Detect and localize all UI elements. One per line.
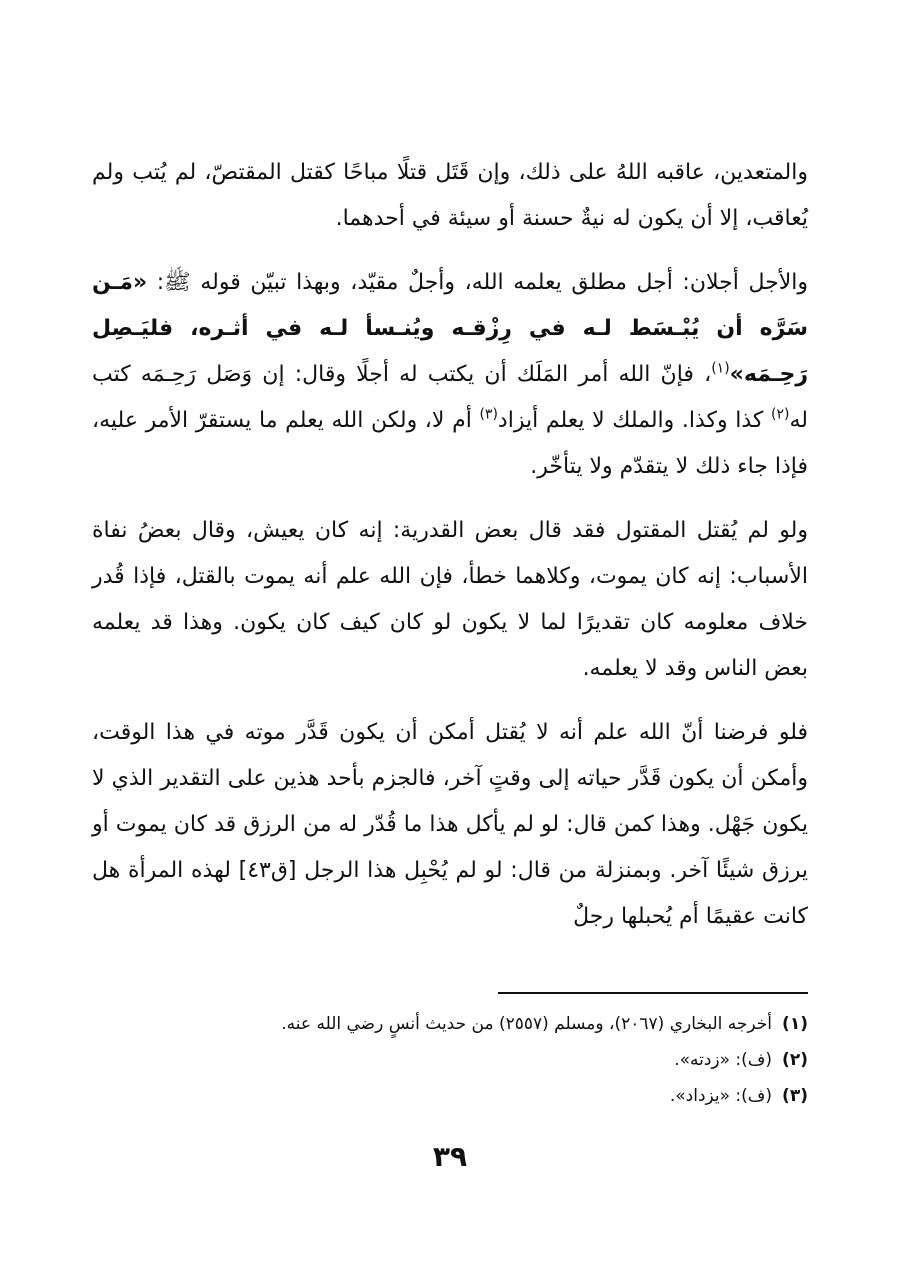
footnotes bbox=[92, 1006, 808, 1114]
paragraph-2-text-d: أم لا، ولكن الله يعلم ما يستقرّ الأمر عليه، فإذا جاء ذلك لا يتقدّم ولا يتأخّر. bbox=[92, 408, 808, 479]
paragraph-2 bbox=[92, 260, 808, 490]
paragraph-2-text-c: كذا وكذا. والملك لا يعلم أيزاد bbox=[497, 408, 772, 433]
footnote-3 bbox=[92, 1078, 808, 1114]
paragraph-4 bbox=[92, 710, 808, 940]
footnote-1-text: أخرجه البخاري (٢٠٦٧)، ومسلم (٢٥٥٧) من حديث أنسٍ رضي الله عنه. bbox=[281, 1014, 773, 1034]
paragraph-2-text-a: والأجل أجلان: أجل مطلق يعلمه الله، وأجلٌ مقيّد، وبهذا تبيّن قوله ﷺ: bbox=[147, 270, 808, 295]
footnote-ref-1[interactable]: (١) bbox=[711, 360, 730, 377]
paragraph-4-text: فلو فرضنا أنّ الله علم أنه لا يُقتل أمكن أن يكون قَدَّر موته في هذا الوقت، وأمكن أن يكون قَدَّر حياته إلى وقتٍ آخر، فالجزم بأحد هذين على التقدير الذي لا يكون جَهْل. وهذا كمن قال: لو لم يأكل هذا ما قُدّر له من الرزق قد كان يموت أو يرزق شيئًا آخر. وبمنزلة من قال: لو لم يُحْبِل هذا الرجل [ق٤٣] لهذه المرأة هل كانت عقيمًا أم يُحبلها رجلٌ bbox=[92, 720, 808, 929]
footnote-2-number: (٢) bbox=[782, 1050, 808, 1070]
footnote-1 bbox=[92, 1006, 808, 1042]
footnote-2-text: (ف): «زدته». bbox=[674, 1050, 773, 1070]
page-number: ٣٩ bbox=[432, 1140, 468, 1173]
paragraph-1 bbox=[92, 150, 808, 242]
paragraph-3-text: ولو لم يُقتل المقتول فقد قال بعض القدرية: إنه كان يعيش، وقال بعضُ نفاة الأسباب: إنه كان يموت، وكلاهما خطأ، فإن الله علم أنه يموت بالقتل، فإذا قُدر خلاف معلومه كان تقديرًا لما لا يكون لو كان كيف كان يكون. وهذا قد يعلمه بعض الناس وقد لا يعلمه. bbox=[92, 518, 808, 681]
paragraph-3 bbox=[92, 508, 808, 692]
paragraph-2-text-b: ، فإنّ الله أمر المَلَك أن يكتب له أجلًا وقال: إن وَصَل رَحِـمَه كتب له bbox=[92, 362, 808, 433]
footnote-1-number: (١) bbox=[782, 1014, 808, 1034]
main-text bbox=[92, 150, 808, 958]
hadith-quote: «مَـن سَرَّه أن يُبْـسَط لـه في رِزْقـه ويُنـسأ لـه في أثـره، فليَـصِل رَحِـمَه» bbox=[92, 270, 808, 387]
footnote-2 bbox=[92, 1042, 808, 1078]
footnote-ref-3[interactable]: (٣) bbox=[479, 406, 498, 423]
paragraph-1-text: والمتعدين، عاقبه اللهُ على ذلك، وإن قَتَل قتلًا مباحًا كقتل المقتصّ، لم يُتب ولم يُعاقب، إلا أن يكون له نيةٌ حسنة أو سيئة في أحدهما. bbox=[92, 160, 808, 231]
footnote-ref-2[interactable]: (٢) bbox=[771, 406, 790, 423]
footnote-3-text: (ف): «يزداد». bbox=[669, 1086, 773, 1106]
footnote-divider bbox=[498, 992, 808, 994]
footnote-3-number: (٣) bbox=[782, 1086, 808, 1106]
